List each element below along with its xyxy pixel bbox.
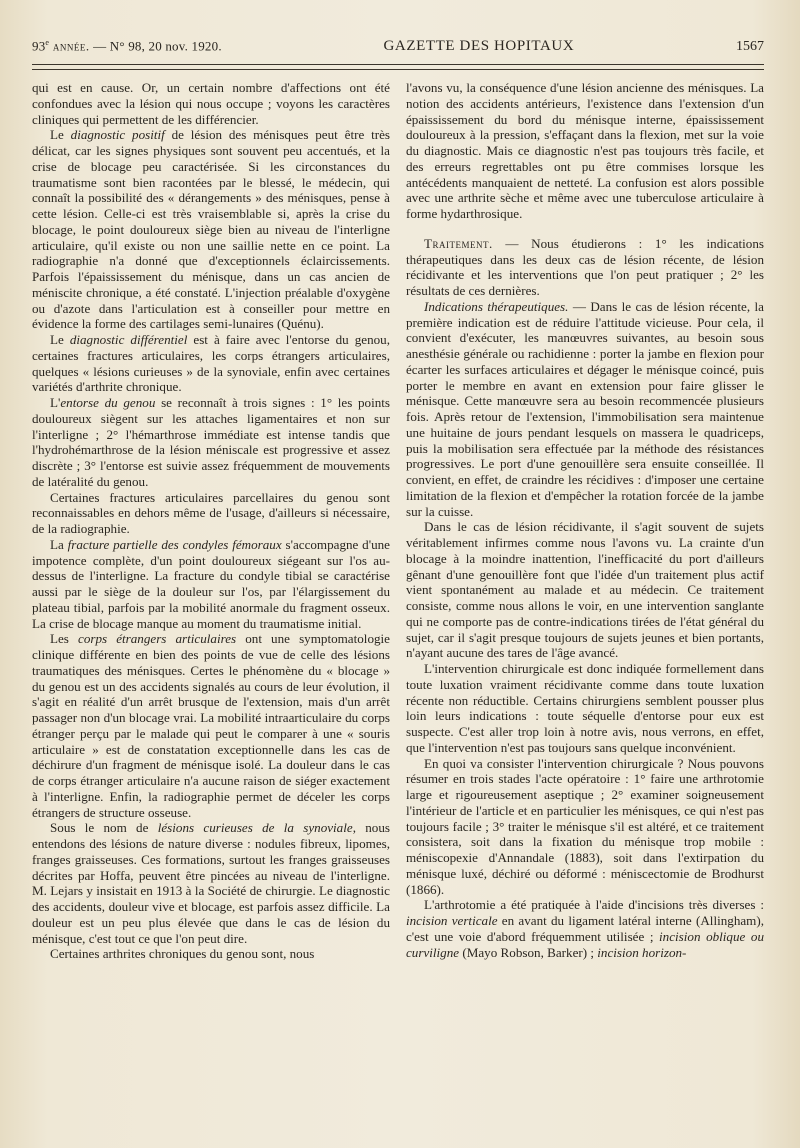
paragraph: Les corps étrangers articulaires ont une symptomatologie clinique différente en bien des points de vue de celle des lésions traumatiques des ménisques. Certes le phénomène du « blocage » du genou est un des accidents signalés au cours de leur évolution, il s'agit en réalité d'un arrêt brusque de l'extension, mais d'un arrêt passager non d'un blocage vrai. La mobilité intraarticulaire du corps étranger perçu par le malade qui peut le comparer à une « souris articulaire » est de constatation exceptionnelle dans les cas de déchirure d'un fragment de ménisque isolé. La douleur dans le cas de corps étranger articulaire n'a aucune raison de siéger exactement à l'interligne. Enfin, la radiographie permet de déceler les corps étrangers de structure osseuse. [32,631,390,820]
issue-info: 93e année. — N° 98, 20 nov. 1920. [32,38,222,54]
header-rule-thick [32,64,764,65]
paragraph: Certaines fractures articulaires parcellaires du genou sont reconnaissables en dehors même de l'usage, d'ailleurs si nécessaire, de la radiographie. [32,489,390,536]
paragraph: Dans le cas de lésion récidivante, il s'agit souvent de sujets véritablement infirmes comme nous l'avons vu. La crainte d'un blocage à la moindre inattention, l'inefficacité du port d'ailleurs gênant d'une genouillère font que l'idée d'un traitement plus actif vient spontanément au malade et au médecin. Ce traitement consiste, comme nous allons le voir, en une intervention sanglante qui ne comporte pas de contre-indications tirées de l'état général du sujet, car il s'agit presque toujours de sujets jeunes et bien portants, n'ayant aucune des tares de l'âge avancé. [406,519,764,661]
page-header [32,38,764,62]
paragraph: L'arthrotomie a été pratiquée à l'aide d'incisions très diverses : incision verticale en avant du ligament latéral interne (Allingham), c'est une voie d'abord fréquemment utilisée ; incision oblique ou curviligne (Mayo Robson, Barker) ; incision horizon- [406,897,764,960]
paragraph: Certaines arthrites chroniques du genou sont, nous [50,946,315,962]
left-column [32,80,390,1140]
journal-title: GAZETTE DES HOPITAUX [383,38,575,55]
section-traitement: Traitement. — Nous étudierons : 1° les indications thérapeutiques dans les deux cas de lésion récente, de lésion récidivante et les interventions que l'on peut pratiquer ; 2° les résultats de ces dernières. [406,235,764,298]
paragraph: L'intervention chirurgicale est donc indiquée formellement dans toute luxation vraiment récidivante comme dans toute luxation récente non réductible. Certains chirurgiens semblent pousser plus loin leurs indications : toute séquelle d'entorse pour eux est suspecte. C'est aller trop loin à notre avis, nous verrons, en effet, que l'intervention n'est pas toujours sans quelque inconvénient. [406,661,764,755]
paragraph: qui est en cause. Or, un certain nombre d'affections ont été confondues avec la lésion qui nous occupe ; voyons les caractères cliniques qui permettent de les différencier. [32,80,390,127]
paragraph: En quoi va consister l'intervention chirurgicale ? Nous pouvons résumer en trois stades l'acte opératoire : 1° faire une arthrotomie large et rigoureusement aseptique ; 2° examiner soigneusement l'intérieur de l'article et en particulier les ménisques, ce qui n'est pas toujours facile ; 3° traiter le ménisque s'il est altéré, et ce traitement consistera, soit dans la fixation du ménisque trop mobile : méniscopexie d'Annandale (1883), soit dans l'extirpation du ménisque luxé, déchiré ou déformé : méniscectomie de Brodhurst (1866). [406,755,764,897]
paragraph: La fracture partielle des condyles fémoraux s'accompagne d'une impotence complète, d'un point douloureux siégeant sur l'os au-dessus de l'interligne. La fracture du condyle tibial se caractérise aussi par le siège de la douleur sur l'os, par l'élargissement du plateau tibial, parfois par la mobilité anormale du fragment osseux. La crise de blocage manque au moment du traumatisme initial. [32,536,390,631]
paragraph: l'avons vu, la conséquence d'une lésion ancienne des ménisques. La notion des accidents antérieurs, l'existence dans l'extension d'un épaississement du bord du ménisque interne, épaississement douloureux à la pression, s'effaçant dans la flexion, met sur la voie du diagnostic. Mais ce diagnostic n'est pas toujours très facile, et des erreurs regrettables ont pu être commises lorsque les antécédents manquaient de netteté. La confusion est alors possible avec une arthrite sèche et même avec une tuberculose articulaire à forme hydarthrosique. [406,80,764,221]
paragraph: Sous le nom de lésions curieuses de la synoviale, nous entendons des lésions de nature diverse : nodules fibreux, lipomes, franges graisseuses. Ces formations, surtout les franges graisseuses décrites par Hoffa, peuvent être pincées au niveau de l'interligne. M. Lejars y insistait en 1913 à la Société de chirurgie. Le diagnostic des accidents, douleur vive et blocage, est parfois assez difficile. La douleur est un peu plus élevée que dans le cas de lésion du ménisque, c'est tout ce que l'on peut dire. [32,820,390,946]
page-number: 1567 [735,39,764,55]
right-column [406,80,764,1140]
paragraph: Le diagnostic différentiel est à faire avec l'entorse du genou, certaines fractures articulaires, les corps étrangers articulaires, quelques « lésions curieuses » de la synoviale, enfin avec certaines variétés d'arthrite chronique. [32,332,390,395]
text-columns [32,80,764,1140]
header-rule-thin [32,69,764,70]
paragraph: L'entorse du genou se reconnaît à trois signes : 1° les points douloureux siègent sur les attaches ligamentaires et non sur l'interligne ; 2° l'hémarthrose immédiate est intense tandis que l'hydrohémarthrose de la lésion méniscale est progressive et assez discrète ; 3° l'entorse est suivie assez fréquemment de mouvements de latéralité du genou. [32,395,390,489]
paragraph: Le diagnostic positif de lésion des ménisques peut être très délicat, car les signes physiques sont souvent peu accentués, et la crise de blocage peu caractérisée. Si les circonstances du traumatisme sont bien racontées par le blessé, le médecin, qui connaît la possibilité des « dérangements » des ménisques, pense à cette lésion. Celle-ci est très vraisemblable si, après la crise du blocage, le point douloureux siège bien au niveau de l'interligne articulaire, qu'il existe ou non une saillie nette en ce point. La radiographie n'a donné que d'exceptionnels éclaircissements. Parfois l'épaississement du ménisque, dans un cas ancien de méniscite chronique, a été constaté. L'injection préalable d'oxygène ou d'azote dans l'articulation est à conseiller pour mettre en évidence la forme des cartilages semi-lunaires (Quénu). [32,127,390,332]
paragraph: Indications thérapeutiques. — Dans le cas de lésion récente, la première indication est de réduire l'attitude vicieuse. Pour cela, il convient d'exécuter, les manœuvres suivantes, au besoin sous anesthésie générale ou rachidienne : porter la jambe en flexion pour écarter les surfaces articulaires et dégager le ménisque coincé, puis porter le membre en avant en extension pour faire glisser le ménisque. Cette manœuvre sera au besoin recommencée plusieurs fois. Après retour de l'extension, l'immobilisation sera maintenue une huitaine de jours pendant lesquels on massera le quadriceps, puis la mobilisation sera effectuée par la méthode des résistances progressives. Le port d'une genouillère sera ensuite conseillée. Il convient, en effet, de craindre les récidives : d'imposer une certaine limitation de la flexion et d'empêcher la rotation forcée de la jambe sur la cuisse. [406,298,764,519]
